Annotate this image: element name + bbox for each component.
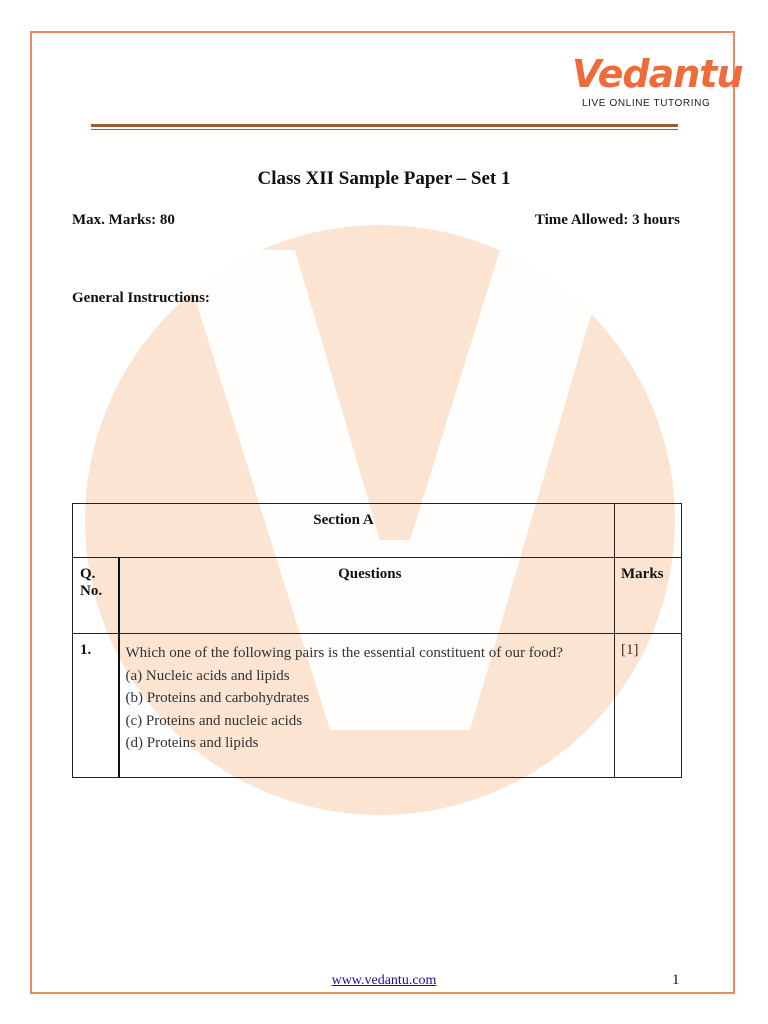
section-row xyxy=(73,504,682,558)
vedantu-logo[interactable] xyxy=(572,50,743,114)
header-row xyxy=(73,558,682,634)
header-rule-thin xyxy=(91,129,678,130)
questions-table xyxy=(72,503,682,778)
option-c: (c) Proteins and nucleic acids xyxy=(125,712,303,729)
option-d: (d) Proteins and lipids xyxy=(125,735,259,751)
time-allowed: Time Allowed: 3 hours xyxy=(534,212,680,228)
header-rule xyxy=(91,124,678,127)
option-b: (b) Proteins and carbohydrates xyxy=(125,690,310,706)
table-row xyxy=(73,634,682,778)
question-text: Which one of the following pairs is the essential constituent of our food? xyxy=(125,645,563,661)
col-header-qno: Q. No. xyxy=(73,558,119,634)
option-a: (a) Nucleic acids and lipids xyxy=(125,667,290,684)
question-marks: [1] xyxy=(615,634,682,778)
col-header-marks: Marks xyxy=(615,558,682,634)
logo-wordmark: Vedantu xyxy=(572,52,743,96)
logo-tagline: LIVE ONLINE TUTORING xyxy=(582,98,711,109)
max-marks: Max. Marks: 80 xyxy=(72,212,175,228)
question-cell xyxy=(119,634,615,778)
section-label: Section A xyxy=(73,504,615,558)
paper-title: Class XII Sample Paper – Set 1 xyxy=(257,168,511,189)
question-number: 1. xyxy=(73,634,119,778)
general-instructions-heading: General Instructions: xyxy=(72,290,210,306)
page-number: 1 xyxy=(672,972,680,988)
footer-website-link[interactable]: www.vedantu.com xyxy=(331,973,437,988)
col-header-questions: Questions xyxy=(119,558,615,634)
section-marks-cell xyxy=(615,504,682,558)
